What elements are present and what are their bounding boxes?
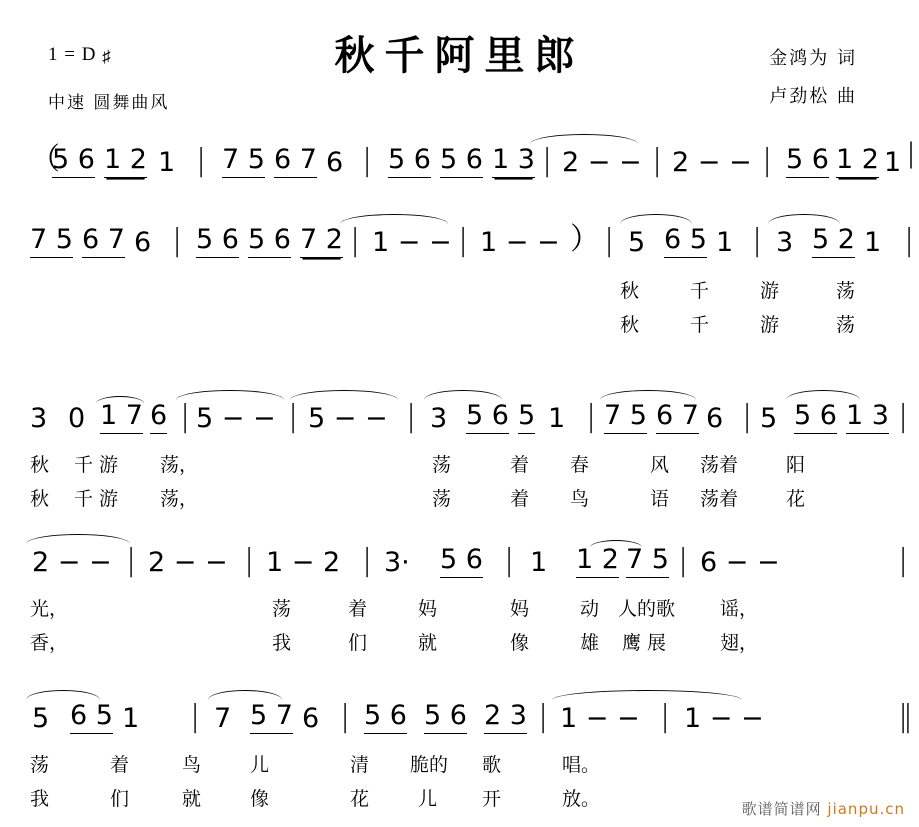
note-group: 7 5 [626, 544, 669, 578]
lyric-syllable: 阳 [786, 454, 806, 476]
composer-credit: 卢劲松 曲 [769, 86, 857, 107]
tie-arc [552, 690, 742, 702]
note: 1 − − [480, 227, 560, 258]
score-line-1 [0, 132, 919, 184]
lyric-syllable: 就 [418, 632, 438, 654]
note: 1 [548, 403, 566, 434]
note: 6 [134, 227, 152, 258]
sharp-accidental-icon: ♯ [102, 47, 112, 66]
key-signature-text: 1 = D [48, 44, 97, 65]
note-group: 7 5 [30, 224, 73, 258]
barline: | [538, 699, 549, 734]
barline: | [652, 143, 663, 178]
barline: | [660, 699, 671, 734]
barline: | [586, 399, 597, 434]
note: 5 − − [196, 403, 276, 434]
lyric-syllable: 花 [786, 488, 806, 510]
lyric-syllable: 像 [250, 788, 270, 810]
note-row [0, 212, 919, 264]
close-paren: ） [570, 222, 600, 257]
lyric-syllable: 荡 [836, 314, 856, 336]
lyric-syllable: 清 [350, 754, 370, 776]
lyric-row-verse1 [0, 750, 919, 784]
barline: | [904, 223, 915, 258]
note-group: 7 5 [604, 400, 647, 434]
note-group: 6 [150, 400, 167, 434]
note: 5 [32, 703, 50, 734]
watermark-url: jianpu.cn [827, 800, 905, 818]
lyric-syllable: 秋 [620, 280, 640, 302]
lyric-syllable: 荡 [272, 598, 292, 620]
note-group: 5 6 [440, 544, 483, 578]
note: 2 − − [148, 547, 228, 578]
note-group: 1 2 [576, 544, 619, 578]
lyric-syllable: 像 [510, 632, 530, 654]
note: 2 − − [32, 547, 112, 578]
note-group: 1 3 [846, 400, 889, 434]
barline: | [190, 699, 201, 734]
lyric-syllable: 荡， [160, 454, 199, 476]
note-rest: 0 [68, 403, 86, 434]
note-row [0, 132, 919, 184]
lyric-syllable: 千 [690, 280, 710, 302]
note-group: 5 6 [440, 144, 483, 178]
barline: | [752, 223, 763, 258]
note: 3· [384, 547, 410, 578]
lyric-syllable: 我 [272, 632, 292, 654]
lyric-syllable: 千 [690, 314, 710, 336]
barline: | [126, 543, 137, 578]
lyric-syllable: 们 [348, 632, 368, 654]
note-row [0, 688, 919, 740]
score-line-4 [0, 532, 919, 662]
note: 3 [776, 227, 794, 258]
lyric-syllable: 荡着 [700, 488, 739, 510]
score-line-2 [0, 212, 919, 344]
lyric-syllable: 花 [350, 788, 370, 810]
barline: | [362, 143, 373, 178]
lyric-row-verse2 [0, 628, 919, 662]
note: 3 [430, 403, 448, 434]
lyric-syllable: 千 游 [74, 454, 119, 476]
note: 6 [302, 703, 320, 734]
note-row [0, 388, 919, 440]
score-line-3 [0, 388, 919, 518]
note: 5 − − [308, 403, 388, 434]
note-group: 5 6 [786, 144, 829, 178]
note-group: 6 7 [656, 400, 699, 434]
note-group: 7 2 [300, 224, 343, 258]
note-group: 5 6 [248, 224, 291, 258]
lyric-syllable: 翅， [720, 632, 759, 654]
note-group: 5 2 [812, 224, 855, 258]
note-group: 2 3 [484, 700, 527, 734]
barline: | [678, 543, 689, 578]
lyric-syllable: 们 [110, 788, 130, 810]
lyric-syllable: 儿 [418, 788, 438, 810]
barline: | [762, 143, 773, 178]
barline: | [898, 399, 909, 434]
lyric-syllable: 开 [482, 788, 502, 810]
lyric-syllable: 唱。 [562, 754, 601, 776]
note: 1 [122, 703, 140, 734]
note-group: 6 7 [274, 144, 317, 178]
lyric-row-verse2 [0, 484, 919, 518]
note-group: 5 6 [52, 144, 95, 178]
watermark-site-name: 歌谱简谱网 [741, 800, 822, 818]
lyric-syllable: 鸟 [570, 488, 590, 510]
lyric-syllable: 就 [182, 788, 202, 810]
note-group: 1 2 [104, 144, 147, 178]
lyric-row-verse1 [0, 276, 919, 310]
lyric-syllable: 脆的 [410, 754, 449, 776]
barline: | [504, 543, 515, 578]
lyric-syllable: 荡 [30, 754, 50, 776]
barline: | [542, 143, 553, 178]
lyric-syllable: 香， [30, 632, 69, 654]
lyric-syllable: 儿 [250, 754, 270, 776]
lyric-syllable: 荡 [432, 488, 452, 510]
note-group: 5 6 [388, 144, 431, 178]
lyric-syllable: 人的歌 [618, 598, 676, 620]
lyric-syllable: 雄 [580, 632, 600, 654]
note-row [0, 532, 919, 584]
note: 6 − − [700, 547, 780, 578]
note-group: 5 6 [466, 400, 509, 434]
lyric-syllable: 风 [650, 454, 670, 476]
note-group: 6 5 [70, 700, 113, 734]
barline: | [350, 223, 361, 258]
page-title: 秋千阿里郎 [334, 33, 585, 79]
barline: | [898, 543, 909, 578]
lyricist-credit: 金鸿为 词 [769, 48, 857, 69]
lyric-syllable: 妈 [418, 598, 438, 620]
barline: | [244, 543, 255, 578]
lyric-syllable: 歌 [482, 754, 502, 776]
note: 1 [884, 147, 902, 178]
tie-arc [26, 534, 130, 546]
barline: | [908, 136, 915, 169]
lyric-syllable: 春 [570, 454, 590, 476]
lyric-syllable: 鹰 展 [622, 632, 667, 654]
note: 7 [214, 703, 232, 734]
barline: | [196, 143, 207, 178]
barline: | [180, 399, 191, 434]
lyric-syllable: 游 [760, 314, 780, 336]
barline: | [604, 223, 615, 258]
lyric-syllable: 游 [760, 280, 780, 302]
lyric-syllable: 妈 [510, 598, 530, 620]
barline: | [172, 223, 183, 258]
lyric-syllable: 秋 [30, 488, 50, 510]
lyric-row-verse1 [0, 450, 919, 484]
lyric-syllable: 秋 [620, 314, 640, 336]
lyric-syllable: 放。 [562, 788, 601, 810]
barline: | [406, 399, 417, 434]
tempo-marking: 中速 圆舞曲风 [48, 93, 170, 113]
lyric-syllable: 荡 [836, 280, 856, 302]
note-group: 6 5 [664, 224, 707, 258]
lyric-syllable: 鸟 [182, 754, 202, 776]
tie-arc [530, 134, 638, 146]
lyric-syllable: 动 [580, 598, 600, 620]
barline: | [362, 543, 373, 578]
note-group: 6 7 [82, 224, 125, 258]
note: 5 [628, 227, 646, 258]
note: 2 − − [562, 147, 642, 178]
note-group: 5 7 [250, 700, 293, 734]
lyric-syllable: 着 [348, 598, 368, 620]
note-group: 1 7 [100, 400, 143, 434]
note: 3 [30, 403, 48, 434]
note: 1 − 2 [266, 547, 341, 578]
note: 6 [706, 403, 724, 434]
note-group: 5 6 [364, 700, 407, 734]
note: 2 − − [672, 147, 752, 178]
note: 1 [864, 227, 882, 258]
note: 5 [760, 403, 778, 434]
note: 1 [530, 547, 548, 578]
note-group: 1 2 [836, 144, 879, 178]
lyric-syllable: 着 [110, 754, 130, 776]
barline: | [742, 399, 753, 434]
note-group: 5 [518, 400, 535, 434]
lyric-syllable: 荡着 [700, 454, 739, 476]
note: 1 [716, 227, 734, 258]
note-group: 5 6 [794, 400, 837, 434]
note-group: 7 5 [222, 144, 265, 178]
watermark [742, 798, 905, 819]
open-paren: （ [30, 142, 60, 177]
note: 6 [326, 147, 344, 178]
tie-arc [290, 390, 398, 402]
lyric-syllable: 千 游 [74, 488, 119, 510]
note: 1 − − [372, 227, 452, 258]
lyric-row-verse2 [0, 310, 919, 344]
note-group: 5 6 [196, 224, 239, 258]
lyric-syllable: 着 [510, 488, 530, 510]
note-group: 5 6 [424, 700, 467, 734]
note: 1 − − [684, 703, 764, 734]
note-group: 1 3 [492, 144, 535, 178]
lyric-syllable: 我 [30, 788, 50, 810]
lyric-syllable: 着 [510, 454, 530, 476]
barline: | [340, 699, 351, 734]
barline: | [458, 223, 469, 258]
lyric-syllable: 语 [650, 488, 670, 510]
barline: | [288, 399, 299, 434]
tie-arc [340, 214, 448, 226]
lyric-row-verse1 [0, 594, 919, 628]
lyric-syllable: 荡 [432, 454, 452, 476]
lyric-syllable: 谣， [720, 598, 759, 620]
lyric-syllable: 荡， [160, 488, 199, 510]
barline: ‖ [898, 699, 913, 734]
tie-arc [176, 390, 284, 402]
lyric-syllable: 秋 [30, 454, 50, 476]
lyric-syllable: 光， [30, 598, 69, 620]
note: 1 [158, 147, 176, 178]
note: 1 − − [560, 703, 640, 734]
